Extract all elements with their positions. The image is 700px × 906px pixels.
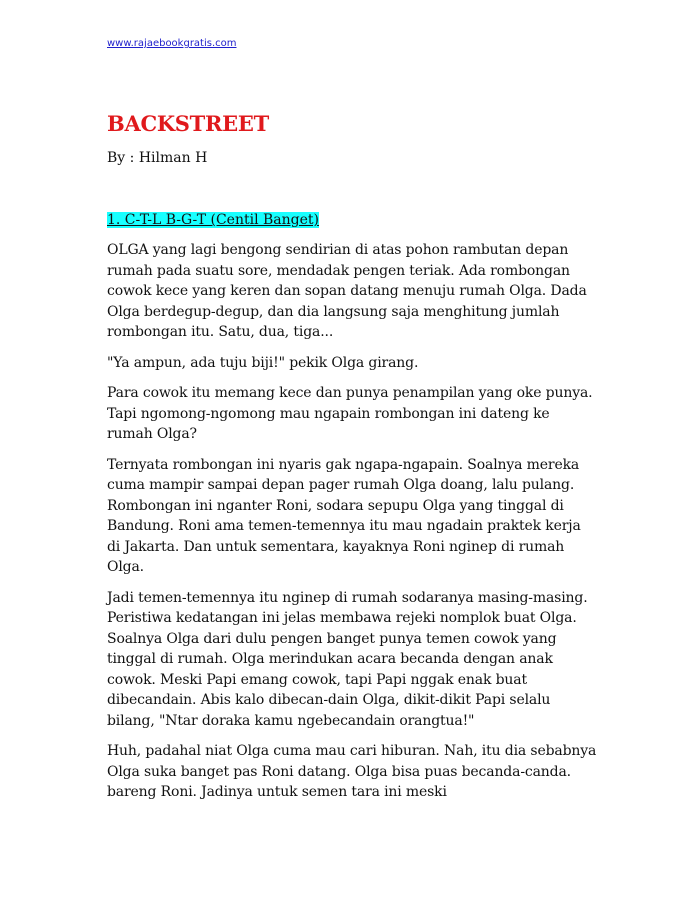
paragraph: Jadi temen-temennya itu nginep di rumah sodaranya masing-masing. Peristiwa kedatangan ini jelas membawa rejeki nomplok buat Olga. Soalnya Olga dari dulu pengen banget punya temen cowok yang tinggal di rumah. Olga merindukan acara becanda dengan anak cowok. Meski Papi emang cowok, tapi Papi nggak enak buat dibecandain. Abis kalo dibecan-dain Olga, dikit-dikit Papi selalu bilang, "Ntar doraka kamu ngebecandain orangtua!" bbox=[107, 589, 588, 729]
paragraph: "Ya ampun, ada tuju biji!" pekik Olga girang. bbox=[107, 354, 419, 371]
chapter-heading-text: 1. C-T-L B-G-T (Centil Banget) bbox=[107, 212, 319, 228]
book-title: BACKSTREET bbox=[107, 111, 269, 136]
document-content bbox=[107, 110, 597, 803]
chapter-heading bbox=[107, 210, 597, 230]
paragraph: Huh, padahal niat Olga cuma mau cari hiburan. Nah, itu dia sebabnya Olga suka banget pas Roni datang. Olga bisa puas becanda-canda. bareng Roni. Jadinya untuk semen tara ini meski bbox=[107, 743, 597, 800]
header-website-link[interactable]: www.rajaebookgratis.com bbox=[107, 38, 237, 49]
author-line: By : Hilman H bbox=[107, 150, 208, 166]
paragraph: Ternyata rombongan ini nyaris gak ngapa-ngapain. Soalnya mereka cuma mampir sampai depan pager rumah Olga doang, lalu pulang. Rombongan ini nganter Roni, sodara sepupu Olga yang tinggal di Bandung. Roni ama temen-temennya itu mau ngadain praktek kerja di Jakarta. Dan untuk sementara, kayaknya Roni nginep di rumah Olga. bbox=[107, 456, 581, 575]
paragraph: OLGA yang lagi bengong sendirian di atas pohon rambutan depan rumah pada suatu sore, mendadak pengen teriak. Ada rombongan cowok kece yang keren dan sopan datang menuju rumah Olga. Dada Olga berdegup-degup, dan dia langsung saja menghitung jumlah rombongan itu. Satu, dua, tiga... bbox=[107, 242, 587, 340]
paragraph: Para cowok itu memang kece dan punya penampilan yang oke punya. Tapi ngomong-ngomong mau ngapain rombongan ini dateng ke rumah Olga? bbox=[107, 385, 593, 442]
